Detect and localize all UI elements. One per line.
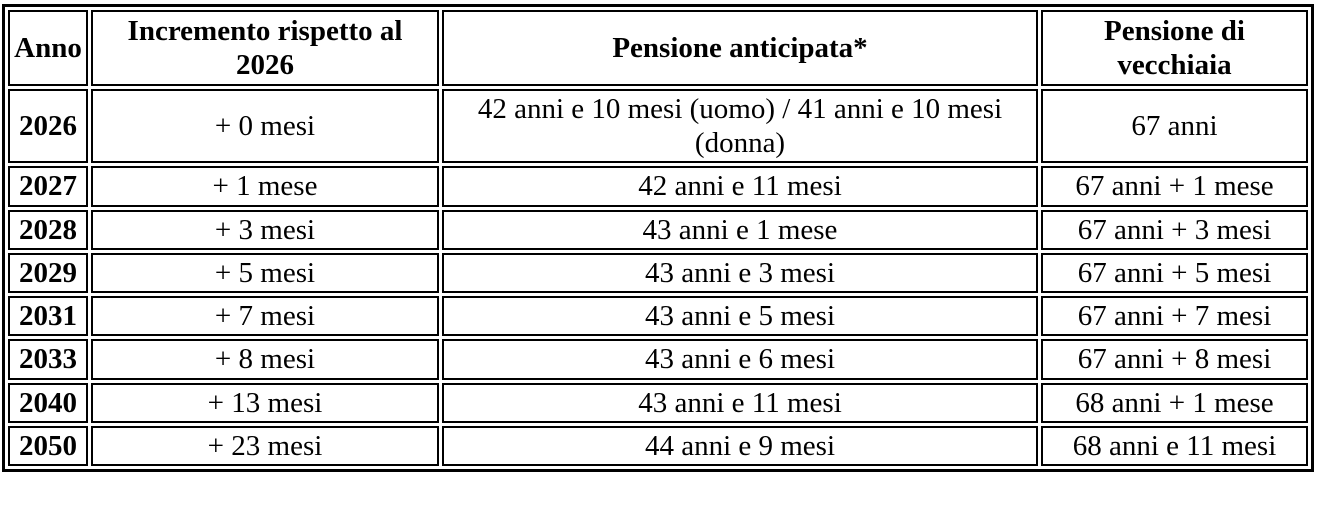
- year-cell: 2031: [8, 296, 88, 336]
- table-row: [8, 296, 1308, 336]
- col-header-incremento: Incremento rispetto al 2026: [91, 10, 439, 86]
- table-row: [8, 426, 1308, 466]
- col-header-anticipata: Pensione anticipata*: [442, 10, 1038, 86]
- year-cell: 2050: [8, 426, 88, 466]
- pension-requirements-table: [2, 4, 1314, 472]
- increment-cell: + 5 mesi: [91, 253, 439, 293]
- year-cell: 2033: [8, 339, 88, 379]
- header-row: [8, 10, 1308, 86]
- increment-cell: + 13 mesi: [91, 383, 439, 423]
- col-header-anno: Anno: [8, 10, 88, 86]
- increment-cell: + 7 mesi: [91, 296, 439, 336]
- vecchiaia-cell: 67 anni + 1 mese: [1041, 166, 1308, 206]
- table-row: [8, 89, 1308, 163]
- increment-cell: + 8 mesi: [91, 339, 439, 379]
- table-row: [8, 166, 1308, 206]
- vecchiaia-cell: 68 anni + 1 mese: [1041, 383, 1308, 423]
- anticipata-cell: 44 anni e 9 mesi: [442, 426, 1038, 466]
- vecchiaia-cell: 67 anni + 3 mesi: [1041, 210, 1308, 250]
- table-row: [8, 339, 1308, 379]
- anticipata-cell: 42 anni e 10 mesi (uomo) / 41 anni e 10 mesi (donna): [442, 89, 1038, 163]
- year-cell: 2027: [8, 166, 88, 206]
- vecchiaia-cell: 67 anni: [1041, 89, 1308, 163]
- year-cell: 2028: [8, 210, 88, 250]
- anticipata-cell: 43 anni e 3 mesi: [442, 253, 1038, 293]
- increment-cell: + 1 mese: [91, 166, 439, 206]
- anticipata-cell: 43 anni e 5 mesi: [442, 296, 1038, 336]
- year-cell: 2040: [8, 383, 88, 423]
- col-header-vecchiaia: Pensione di vecchiaia: [1041, 10, 1308, 86]
- increment-cell: + 0 mesi: [91, 89, 439, 163]
- vecchiaia-cell: 67 anni + 8 mesi: [1041, 339, 1308, 379]
- year-cell: 2029: [8, 253, 88, 293]
- vecchiaia-cell: 68 anni e 11 mesi: [1041, 426, 1308, 466]
- anticipata-cell: 43 anni e 6 mesi: [442, 339, 1038, 379]
- vecchiaia-cell: 67 anni + 5 mesi: [1041, 253, 1308, 293]
- table-row: [8, 210, 1308, 250]
- table-row: [8, 383, 1308, 423]
- vecchiaia-cell: 67 anni + 7 mesi: [1041, 296, 1308, 336]
- year-cell: 2026: [8, 89, 88, 163]
- table-row: [8, 253, 1308, 293]
- anticipata-cell: 43 anni e 1 mese: [442, 210, 1038, 250]
- anticipata-cell: 42 anni e 11 mesi: [442, 166, 1038, 206]
- increment-cell: + 3 mesi: [91, 210, 439, 250]
- increment-cell: + 23 mesi: [91, 426, 439, 466]
- anticipata-cell: 43 anni e 11 mesi: [442, 383, 1038, 423]
